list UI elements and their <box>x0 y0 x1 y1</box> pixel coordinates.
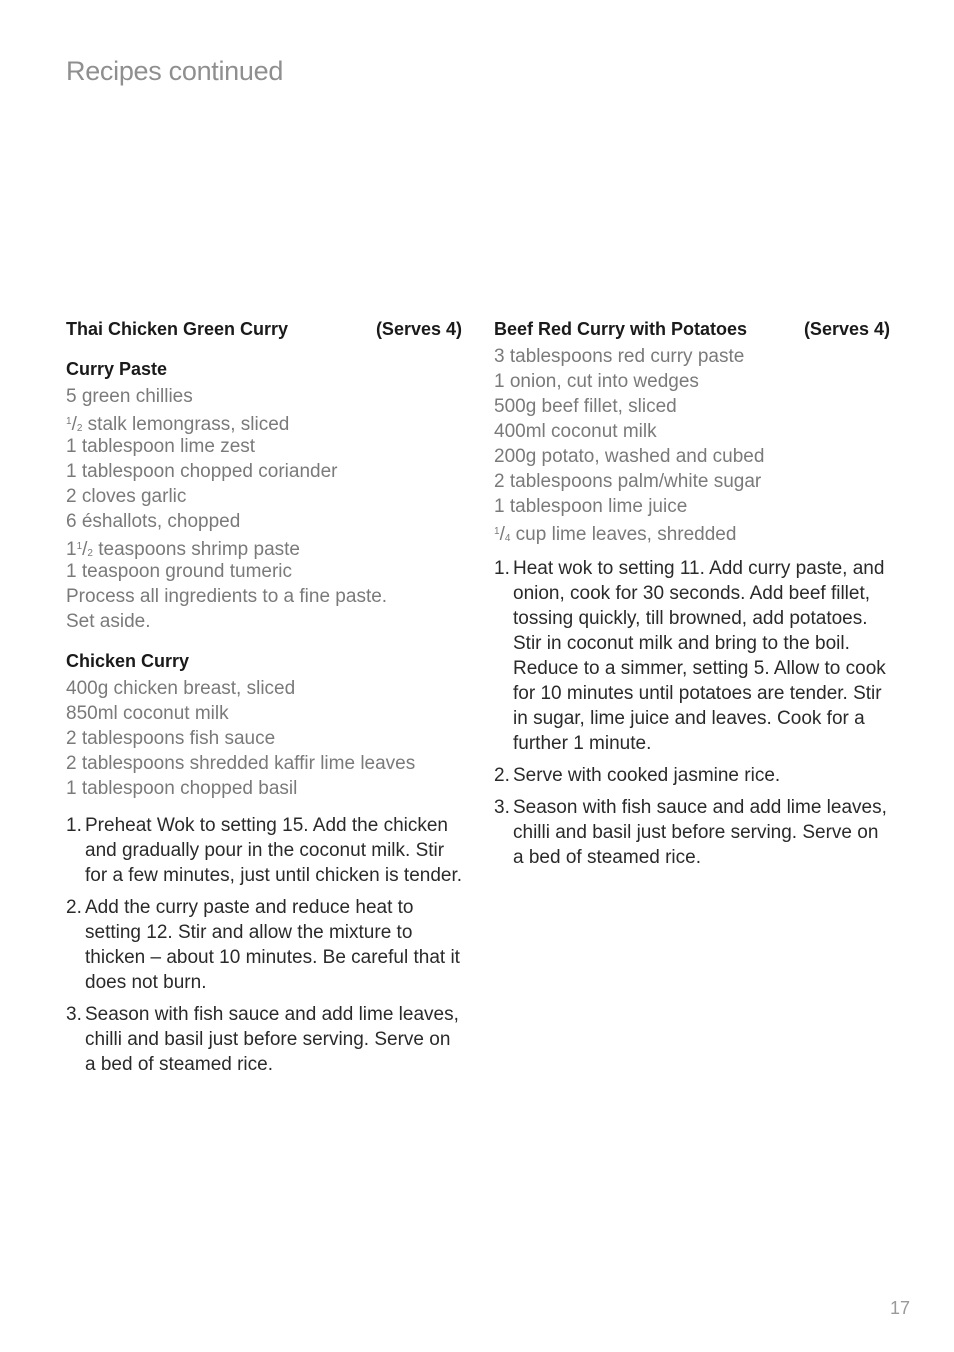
step-number: 3. <box>66 1004 82 1025</box>
method-step <box>66 1002 462 1077</box>
ingredient: 6 éshallots, chopped <box>66 511 241 532</box>
step-text: Heat wok to setting 11. Add curry paste, and onion, cook for 30 seconds. Add beef fillet, tossing quickly, till browned, add potatoes. Stir in coconut milk and bring to the boil. Reduce to a simmer, setting 5. Allow to cook for 10 minutes until potatoes are tender. Stir in sugar, lime juice and leaves. Cook for a further 1 minute. <box>513 558 886 754</box>
ingredient: 1 tablespoon chopped coriander <box>66 461 338 482</box>
ingredient: 1 tablespoon chopped basil <box>66 778 298 799</box>
method-step <box>66 895 462 995</box>
ingredient: 500g beef fillet, sliced <box>494 396 677 417</box>
ingredient: 2 tablespoons palm/white sugar <box>494 471 762 492</box>
step-text: Season with fish sauce and add lime leaves, chilli and basil just before serving. Serve on a bed of steamed rice. <box>513 797 887 868</box>
fraction: $^1/_2$ <box>66 414 83 435</box>
serves-label: (Serves 4) <box>803 319 890 339</box>
step-text: Season with fish sauce and add lime leaves, chilli and basil just before serving. Serve on a bed of steamed rice. <box>85 1004 459 1075</box>
recipe-beef-red-curry <box>494 316 890 877</box>
method-steps <box>494 556 890 870</box>
ingredient-list-beef-curry <box>494 344 890 544</box>
step-number: 1. <box>494 558 510 579</box>
step-text: Serve with cooked jasmine rice. <box>513 765 781 786</box>
method-step <box>494 763 890 788</box>
fraction: $^1/_2$ <box>76 539 93 560</box>
ingredient: 1 teaspoon ground tumeric <box>66 561 293 582</box>
section-heading-curry-paste: Curry Paste <box>66 359 168 379</box>
ingredient: 1 tablespoon lime juice <box>494 496 688 517</box>
ingredient: 5 green chillies <box>66 386 193 407</box>
ingredient: 3 tablespoons red curry paste <box>494 346 745 367</box>
recipe-header <box>494 316 890 342</box>
section-heading-chicken-curry: Chicken Curry <box>66 651 190 671</box>
recipe-thai-chicken-green-curry <box>66 316 462 1084</box>
ingredient: $^1/_2$ stalk lemongrass, sliced <box>66 414 290 435</box>
method-step <box>494 556 890 756</box>
page-title: Recipes continued <box>66 56 284 86</box>
ingredient: 400g chicken breast, sliced <box>66 678 296 699</box>
ingredient: 200g potato, washed and cubed <box>494 446 765 467</box>
recipe-header <box>66 316 462 342</box>
instruction-line: Set aside. <box>66 611 151 632</box>
fraction: $^1/_4$ <box>494 524 511 545</box>
ingredient: $1^1/_2$ teaspoons shrimp paste <box>66 539 300 560</box>
ingredient: 1 tablespoon lime zest <box>66 436 256 457</box>
ingredient: 400ml coconut milk <box>494 421 657 442</box>
ingredient: 2 tablespoons fish sauce <box>66 728 276 749</box>
ingredient: 1 onion, cut into wedges <box>494 371 699 392</box>
method-step <box>494 795 890 870</box>
ingredient: $^1/_4$ cup lime leaves, shredded <box>494 524 737 545</box>
step-number: 2. <box>66 897 82 918</box>
instruction-line: Process all ingredients to a fine paste. <box>66 586 388 607</box>
recipe-title: Thai Chicken Green Curry <box>66 319 289 339</box>
ingredient-list-chicken-curry <box>66 676 462 801</box>
step-number: 1. <box>66 815 82 836</box>
ingredient: 2 cloves garlic <box>66 486 187 507</box>
ingredient: 850ml coconut milk <box>66 703 229 724</box>
recipe-title: Beef Red Curry with Potatoes <box>494 319 748 339</box>
step-text: Preheat Wok to setting 15. Add the chicken and gradually pour in the coconut milk. Stir for a few minutes, just until chicken is tender. <box>85 815 463 886</box>
serves-label: (Serves 4) <box>375 319 462 339</box>
method-step <box>66 813 462 888</box>
ingredient-list-curry-paste <box>66 384 462 634</box>
method-steps <box>66 813 462 1077</box>
page-number: 17 <box>889 1298 910 1318</box>
step-text: Add the curry paste and reduce heat to setting 12. Stir and allow the mixture to thicken – about 10 minutes. Be careful that it does not burn. <box>85 897 460 993</box>
step-number: 3. <box>494 797 510 818</box>
step-number: 2. <box>494 765 510 786</box>
ingredient: 2 tablespoons shredded kaffir lime leaves <box>66 753 416 774</box>
